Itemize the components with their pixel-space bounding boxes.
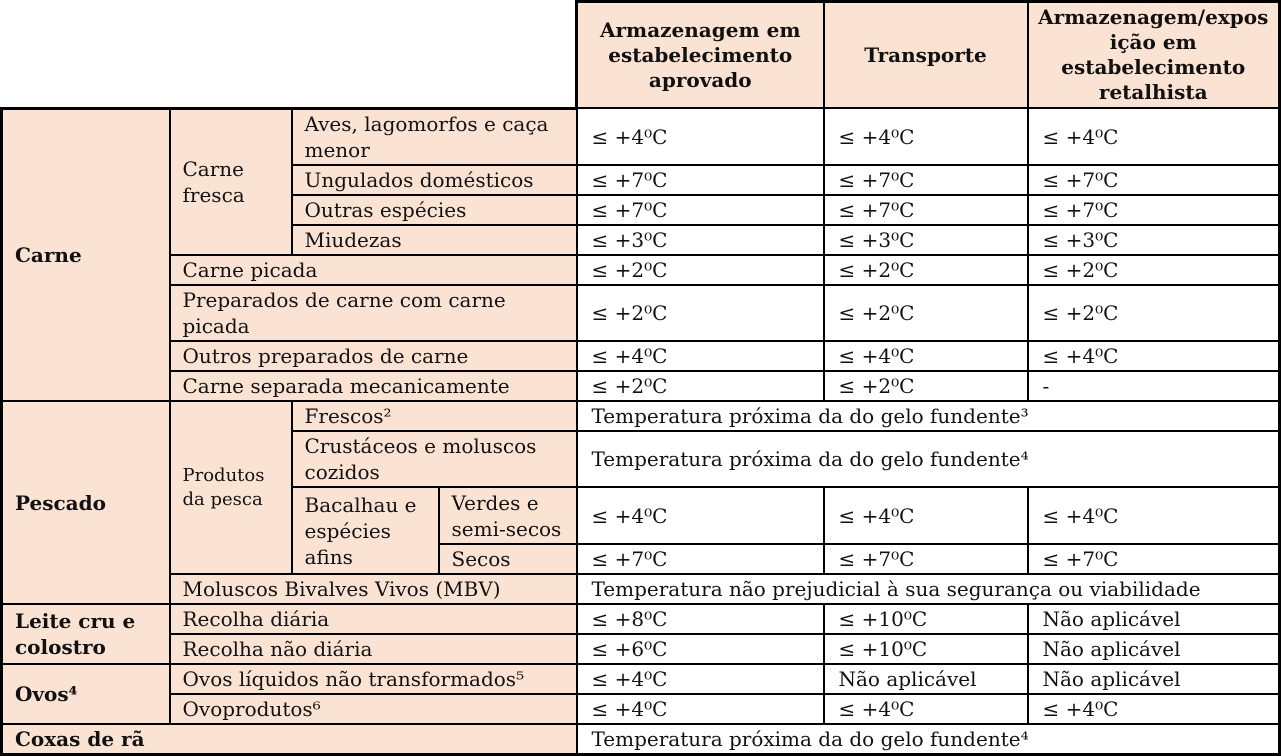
table-row xyxy=(2,401,1280,431)
value-ovos-liquidos-retalhista: Não aplicável xyxy=(1028,664,1280,694)
value-frescos-span: Temperatura próxima da do gelo fundente³ xyxy=(577,401,1280,431)
value-miudezas-transporte: ≤ +3⁰C xyxy=(824,225,1028,255)
value-ovoprodutos-armazenagem: ≤ +4⁰C xyxy=(577,694,824,724)
value-aves-retalhista: ≤ +4⁰C xyxy=(1028,108,1280,165)
row-label-mbv: Moluscos Bivalves Vivos (MBV) xyxy=(170,574,577,604)
value-secos-transporte: ≤ +7⁰C xyxy=(824,544,1028,574)
value-ovos-liquidos-transporte: Não aplicável xyxy=(824,664,1028,694)
value-ungulados-retalhista: ≤ +7⁰C xyxy=(1028,165,1280,195)
value-preparados-retalhista: ≤ +2⁰C xyxy=(1028,285,1280,341)
group-carne: Carne xyxy=(2,108,170,401)
header-row xyxy=(2,2,1280,109)
value-ovoprodutos-transporte: ≤ +4⁰C xyxy=(824,694,1028,724)
table-row xyxy=(2,574,1280,604)
value-outras-retalhista: ≤ +7⁰C xyxy=(1028,195,1280,225)
value-recolha-nao-diaria-retalhista: Não aplicável xyxy=(1028,634,1280,664)
value-secos-armazenagem: ≤ +7⁰C xyxy=(577,544,824,574)
row-label-ungulados: Ungulados domésticos xyxy=(292,165,577,195)
value-verdes-transporte: ≤ +4⁰C xyxy=(824,487,1028,544)
value-recolha-diaria-armazenagem: ≤ +8⁰C xyxy=(577,604,824,634)
value-secos-retalhista: ≤ +7⁰C xyxy=(1028,544,1280,574)
table-row xyxy=(2,634,1280,664)
value-miudezas-armazenagem: ≤ +3⁰C xyxy=(577,225,824,255)
value-aves-armazenagem: ≤ +4⁰C xyxy=(577,108,824,165)
row-label-recolha-nao-diaria: Recolha não diária xyxy=(170,634,577,664)
value-ovoprodutos-retalhista: ≤ +4⁰C xyxy=(1028,694,1280,724)
row-label-outros-preparados: Outros preparados de carne xyxy=(170,341,577,371)
value-crustaceos-span: Temperatura próxima da do gelo fundente⁴ xyxy=(577,431,1280,487)
value-ungulados-armazenagem: ≤ +7⁰C xyxy=(577,165,824,195)
table-row xyxy=(2,285,1280,341)
value-outros-preparados-armazenagem: ≤ +4⁰C xyxy=(577,341,824,371)
value-carne-picada-retalhista: ≤ +2⁰C xyxy=(1028,255,1280,285)
table-row xyxy=(2,371,1280,401)
row-label-secos: Secos xyxy=(439,544,577,574)
group-leite: Leite cru e colostro xyxy=(2,604,170,664)
value-recolha-diaria-retalhista: Não aplicável xyxy=(1028,604,1280,634)
corner-spacer xyxy=(2,2,577,109)
value-carne-separada-armazenagem: ≤ +2⁰C xyxy=(577,371,824,401)
value-verdes-armazenagem: ≤ +4⁰C xyxy=(577,487,824,544)
row-label-carne-separada: Carne separada mecanicamente xyxy=(170,371,577,401)
value-recolha-nao-diaria-transporte: ≤ +10⁰C xyxy=(824,634,1028,664)
group-pescado: Pescado xyxy=(2,401,170,604)
value-carne-picada-armazenagem: ≤ +2⁰C xyxy=(577,255,824,285)
table-row xyxy=(2,604,1280,634)
row-label-aves: Aves, lagomorfos e caça menor xyxy=(292,108,577,165)
table-row xyxy=(2,108,1280,165)
table-row xyxy=(2,255,1280,285)
table-row xyxy=(2,341,1280,371)
col-header-armazenagem-aprovado: Armazenagem em estabelecimento aprovado xyxy=(577,2,824,109)
value-preparados-transporte: ≤ +2⁰C xyxy=(824,285,1028,341)
row-label-verdes: Verdes e semi-secos xyxy=(439,487,577,544)
group-coxas-de-ra: Coxas de rã xyxy=(2,724,577,755)
col-header-transporte: Transporte xyxy=(824,2,1028,109)
value-recolha-diaria-transporte: ≤ +10⁰C xyxy=(824,604,1028,634)
row-label-frescos: Frescos² xyxy=(292,401,577,431)
value-outras-transporte: ≤ +7⁰C xyxy=(824,195,1028,225)
row-label-crustaceos: Crustáceos e moluscos cozidos xyxy=(292,431,577,487)
value-coxas-span: Temperatura próxima da do gelo fundente⁴ xyxy=(577,724,1280,755)
row-label-outras-especies: Outras espécies xyxy=(292,195,577,225)
group-carne-fresca: Carne fresca xyxy=(170,108,292,255)
value-miudezas-retalhista: ≤ +3⁰C xyxy=(1028,225,1280,255)
table-row xyxy=(2,724,1280,755)
group-ovos: Ovos⁴ xyxy=(2,664,170,724)
value-verdes-retalhista: ≤ +4⁰C xyxy=(1028,487,1280,544)
row-label-recolha-diaria: Recolha diária xyxy=(170,604,577,634)
value-outros-preparados-transporte: ≤ +4⁰C xyxy=(824,341,1028,371)
value-ovos-liquidos-armazenagem: ≤ +4⁰C xyxy=(577,664,824,694)
value-outros-preparados-retalhista: ≤ +4⁰C xyxy=(1028,341,1280,371)
value-carne-separada-transporte: ≤ +2⁰C xyxy=(824,371,1028,401)
value-carne-separada-retalhista: - xyxy=(1028,371,1280,401)
group-produtos-pesca: Produtos da pesca xyxy=(170,401,292,574)
value-carne-picada-transporte: ≤ +2⁰C xyxy=(824,255,1028,285)
value-ungulados-transporte: ≤ +7⁰C xyxy=(824,165,1028,195)
row-label-ovos-liquidos: Ovos líquidos não transformados⁵ xyxy=(170,664,577,694)
value-outras-armazenagem: ≤ +7⁰C xyxy=(577,195,824,225)
row-label-preparados-picada: Preparados de carne com carne picada xyxy=(170,285,577,341)
value-mbv-span: Temperatura não prejudicial à sua segurança ou viabilidade xyxy=(577,574,1280,604)
col-header-retalhista: Armazenagem/exposição em estabelecimento retalhista xyxy=(1028,2,1280,109)
value-recolha-nao-diaria-armazenagem: ≤ +6⁰C xyxy=(577,634,824,664)
value-preparados-armazenagem: ≤ +2⁰C xyxy=(577,285,824,341)
value-aves-transporte: ≤ +4⁰C xyxy=(824,108,1028,165)
row-label-miudezas: Miudezas xyxy=(292,225,577,255)
table-row xyxy=(2,664,1280,694)
group-bacalhau: Bacalhau e espécies afins xyxy=(292,487,439,574)
row-label-carne-picada: Carne picada xyxy=(170,255,577,285)
table-row xyxy=(2,694,1280,724)
row-label-ovoprodutos: Ovoprodutos⁶ xyxy=(170,694,577,724)
